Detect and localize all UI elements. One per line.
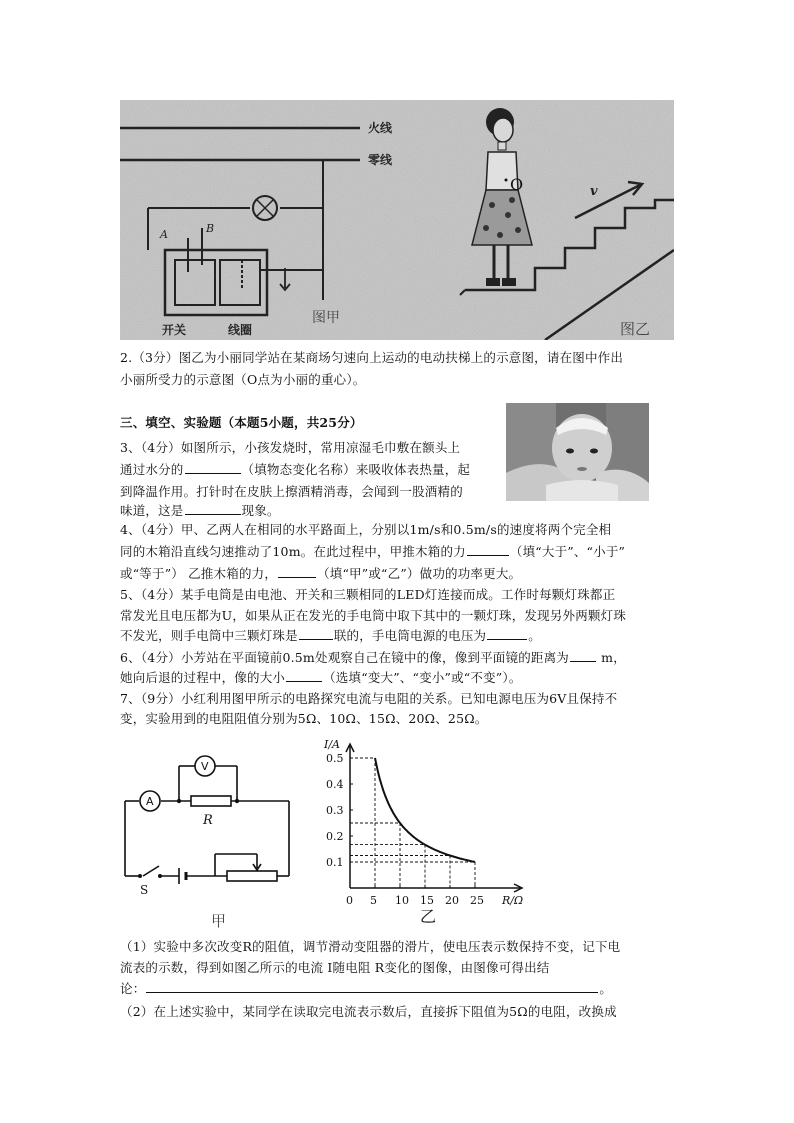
circuit-caption: 甲 [211,912,227,928]
q7-line-2: 变，实验用到的电阻阻值分别为5Ω、10Ω、15Ω、20Ω、25Ω。 [120,711,488,726]
y-axis-label: I/A [324,738,340,751]
q3-text-a: 通过水分的 [120,462,184,477]
baby-photo [506,403,649,501]
voltmeter-label: V [201,760,209,773]
x-axis-label: R/Ω [502,894,524,907]
q4-text-b: （填“大于”、“小于” [509,544,626,559]
q4-blank-1[interactable] [467,543,509,556]
label-A: A [160,228,168,241]
x-tick-label: 0 [346,894,353,907]
q4-text-a: 同的木箱沿直线匀速推动了10m。在此过程中，甲推木箱的力 [120,544,466,559]
q5-blank-2[interactable] [487,627,527,640]
q4-text-d: （填“甲”或“乙”）做功的功率更大。 [317,566,522,581]
resistor-label: R [203,813,213,828]
current-resistance-graph [312,736,534,930]
q6-line-1 [120,649,626,666]
caption-figure-jia: 图甲 [312,310,340,326]
q7-line-1: 7、（9分）小红利用图甲所示的电路探究电流与电阻的关系。已知电源电压为6V且保持不 [120,691,618,706]
q3-blank-1[interactable] [185,461,241,474]
y-tick-label: 0.5 [326,752,344,765]
q7-text-conclusion: 论： [120,981,146,996]
label-neutral-wire: 零线 [368,153,393,167]
q6-line-2 [120,669,522,686]
switch-label: S [140,883,149,897]
label-B: B [206,222,215,235]
q6-blank-2[interactable] [286,669,322,682]
y-tick-label: 0.2 [326,830,344,843]
q7-sub1-line-2: 流表的示数，得到如图乙所示的电流 I随电阻 R变化的图像，由图像可得出结 [120,960,550,975]
q5-text-b: 联的，手电筒电源的电压为 [333,628,487,643]
q3-text-b: （填物态变化名称）来吸收体表热量，起 [241,462,471,477]
y-tick-label: 0.3 [326,804,344,817]
q5-line-1: 5、（4分）某手电筒是由电池、开关和三颗相同的LED灯连接而成。工作时每颗灯珠都正 [120,587,616,602]
q5-line-3 [120,627,541,644]
q6-text-d: （选填“变大”、“变小”或“不变”）。 [323,670,522,685]
q5-text-a: 不发光，则手电筒中三颗灯珠是 [120,628,298,643]
label-fire-wire: 火线 [368,121,393,135]
x-tick-label: 15 [420,894,434,907]
q3-text-d: 现象。 [241,503,280,518]
x-tick-label: 10 [395,894,409,907]
label-v: v [590,184,598,199]
q6-text-c: 她向后退的过程中，像的大小 [120,670,286,685]
top-figure [120,100,674,340]
q5-line-2: 常发光且电压都为U，如果从正在发光的手电筒中取下其中的一颗灯珠，发现另外两颗灯珠 [120,608,627,623]
q3-line-3: 到降温作用。打针时在皮肤上擦酒精消毒，会闻到一股酒精的 [120,484,463,499]
q7-sub2-line-1: （2）在上述实验中，某同学在读取完电流表示数后，直接拆下阻值为5Ω的电阻，改换成 [120,1004,617,1019]
q2-line-2: 小丽所受力的示意图（O点为小丽的重心）。 [120,372,366,387]
q4-line-3 [120,565,521,582]
x-tick-label: 5 [370,894,377,907]
q5-text-c: 。 [528,628,541,643]
graph-caption: 乙 [420,907,437,926]
section-3-heading: 三、填空、实验题（本题5小题，共25分） [120,415,363,430]
q4-line-1: 4、（4分）甲、乙两人在相同的水平路面上，分别以1m/s和0.5m/s的速度将两个完全相 [120,522,612,537]
ammeter-label: A [146,795,154,808]
q7-text-end: 。 [599,981,613,996]
y-tick-label: 0.1 [326,856,344,869]
q2-line-1: 2.（3分）图乙为小丽同学站在某商场匀速向上运动的电动扶梯上的示意图，请在图中作出 [120,350,624,365]
q6-text-b: m， [597,650,626,665]
q7-blank-conclusion[interactable] [146,980,598,993]
q4-line-2 [120,543,625,560]
q3-line-4 [120,502,280,519]
q6-blank-1[interactable] [570,649,596,662]
x-tick-label: 20 [445,894,459,907]
caption-figure-yi: 图乙 [620,320,651,338]
label-switch: 开关 [162,323,187,337]
q7-sub1-line-3 [120,980,612,997]
q4-text-c: 或“等于”） 乙推木箱的力， [120,566,278,581]
q7-sub1-line-1: （1）实验中多次改变R的阻值，调节滑动变阻器的滑片，使电压表示数保持不变，记下电 [120,939,621,954]
y-tick-label: 0.4 [326,778,344,791]
label-coil: 线圈 [228,323,253,337]
q3-blank-2[interactable] [185,502,241,515]
x-tick-label: 25 [470,894,484,907]
q3-line-1: 3、（4分）如图所示，小孩发烧时，常用凉湿毛巾敷在额头上 [120,440,461,455]
label-O-center: O [510,175,524,194]
q3-text-c: 味道，这是 [120,503,184,518]
circuit-diagram [115,748,295,928]
q3-line-2 [120,461,470,478]
q5-blank-1[interactable] [299,627,333,640]
q4-blank-2[interactable] [278,565,316,578]
q6-text-a: 6、（4分）小芳站在平面镜前0.5m处观察自己在镜中的像，像到平面镜的距离为 [120,650,569,665]
